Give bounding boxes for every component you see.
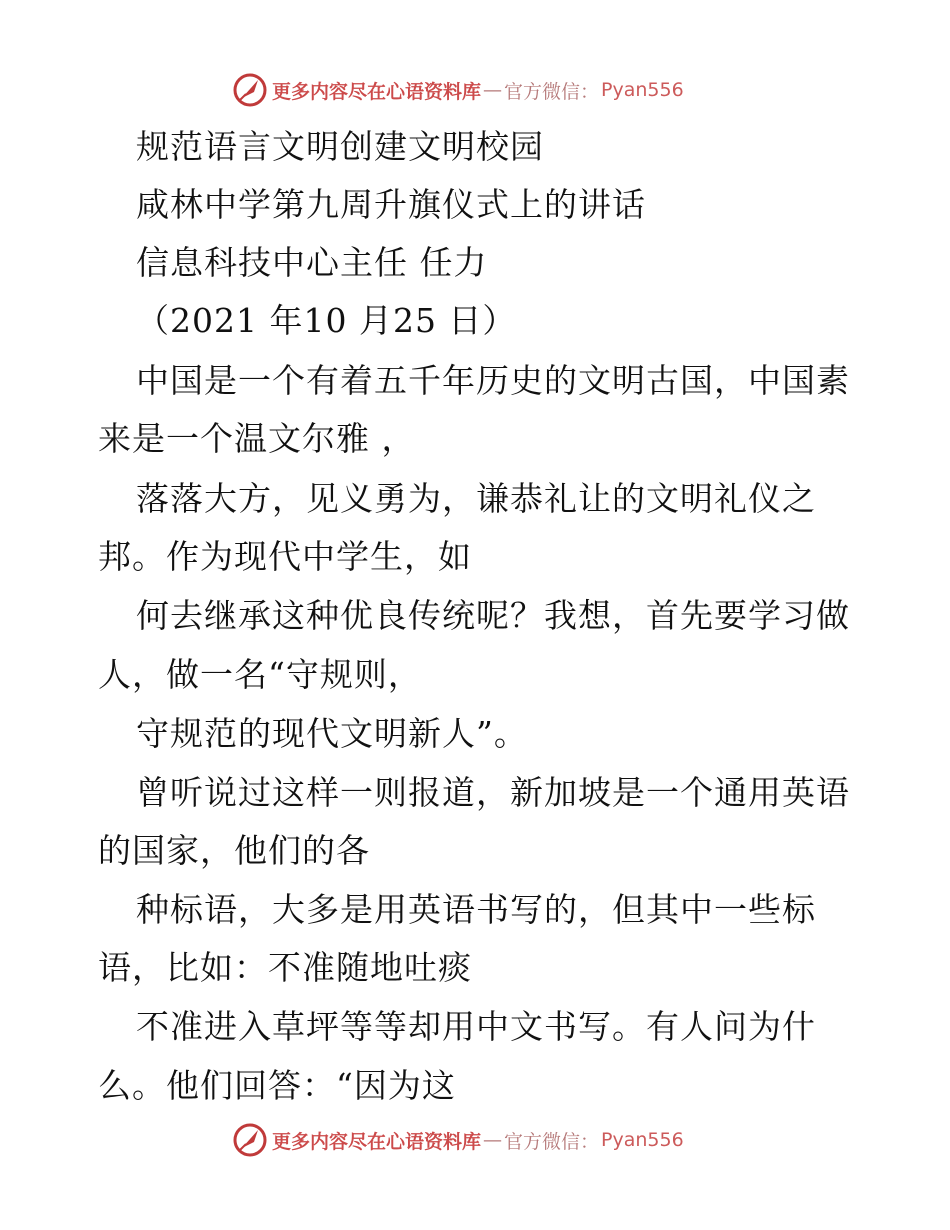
- banner-wechat-id: Pyan556: [601, 79, 684, 101]
- paragraph-line: 落落大方，见义勇为，谦恭礼让的文明礼仪之: [136, 479, 816, 518]
- paragraph-line: 的国家，他们的各: [98, 831, 370, 870]
- paragraph-line: 中国是一个有着五千年历史的文明古国，中国素: [136, 361, 850, 400]
- paragraph-line: 邦。作为现代中学生，如: [98, 537, 472, 576]
- quill-pen-logo-icon: [232, 1122, 268, 1158]
- paragraph-line: 么。他们回答：“因为这: [98, 1066, 456, 1105]
- document-subtitle: 咸林中学第九周升旗仪式上的讲话: [136, 185, 646, 224]
- paragraph-line: 来是一个温文尔雅 ，: [98, 419, 416, 458]
- paragraph-line: 人，做一名“守规则，: [98, 655, 422, 694]
- document-date: （2021 年10 月25 日）: [136, 301, 517, 340]
- paragraph-line: 语，比如：不准随地吐痰: [98, 948, 472, 987]
- paragraph-line: 不准进入草坪等等却用中文书写。有人问为什: [136, 1007, 816, 1046]
- paragraph-line: 守规范的现代文明新人”。: [136, 714, 528, 753]
- paragraph-line: 何去继承这种优良传统呢？我想，首先要学习做: [136, 596, 850, 635]
- quill-pen-logo-icon: [232, 72, 268, 108]
- header-banner: [232, 70, 684, 110]
- banner-separator: —: [483, 1129, 503, 1151]
- banner-wechat-id: Pyan556: [601, 1129, 684, 1151]
- paragraph-line: 种标语，大多是用英语书写的，但其中一些标: [136, 890, 816, 929]
- banner-text: 更多内容尽在心语资料库: [272, 80, 482, 103]
- banner-text: 更多内容尽在心语资料库: [272, 1130, 482, 1153]
- paragraph-line: 曾听说过这样一则报道，新加坡是一个通用英语: [136, 773, 850, 812]
- banner-separator: —: [483, 79, 503, 101]
- banner-official-label: 官方微信：: [504, 80, 600, 103]
- banner-official-label: 官方微信：: [504, 1130, 600, 1153]
- footer-banner: [232, 1120, 684, 1160]
- document-title: 规范语言文明创建文明校园: [136, 127, 544, 166]
- document-author: 信息科技中心主任 任力: [136, 243, 488, 282]
